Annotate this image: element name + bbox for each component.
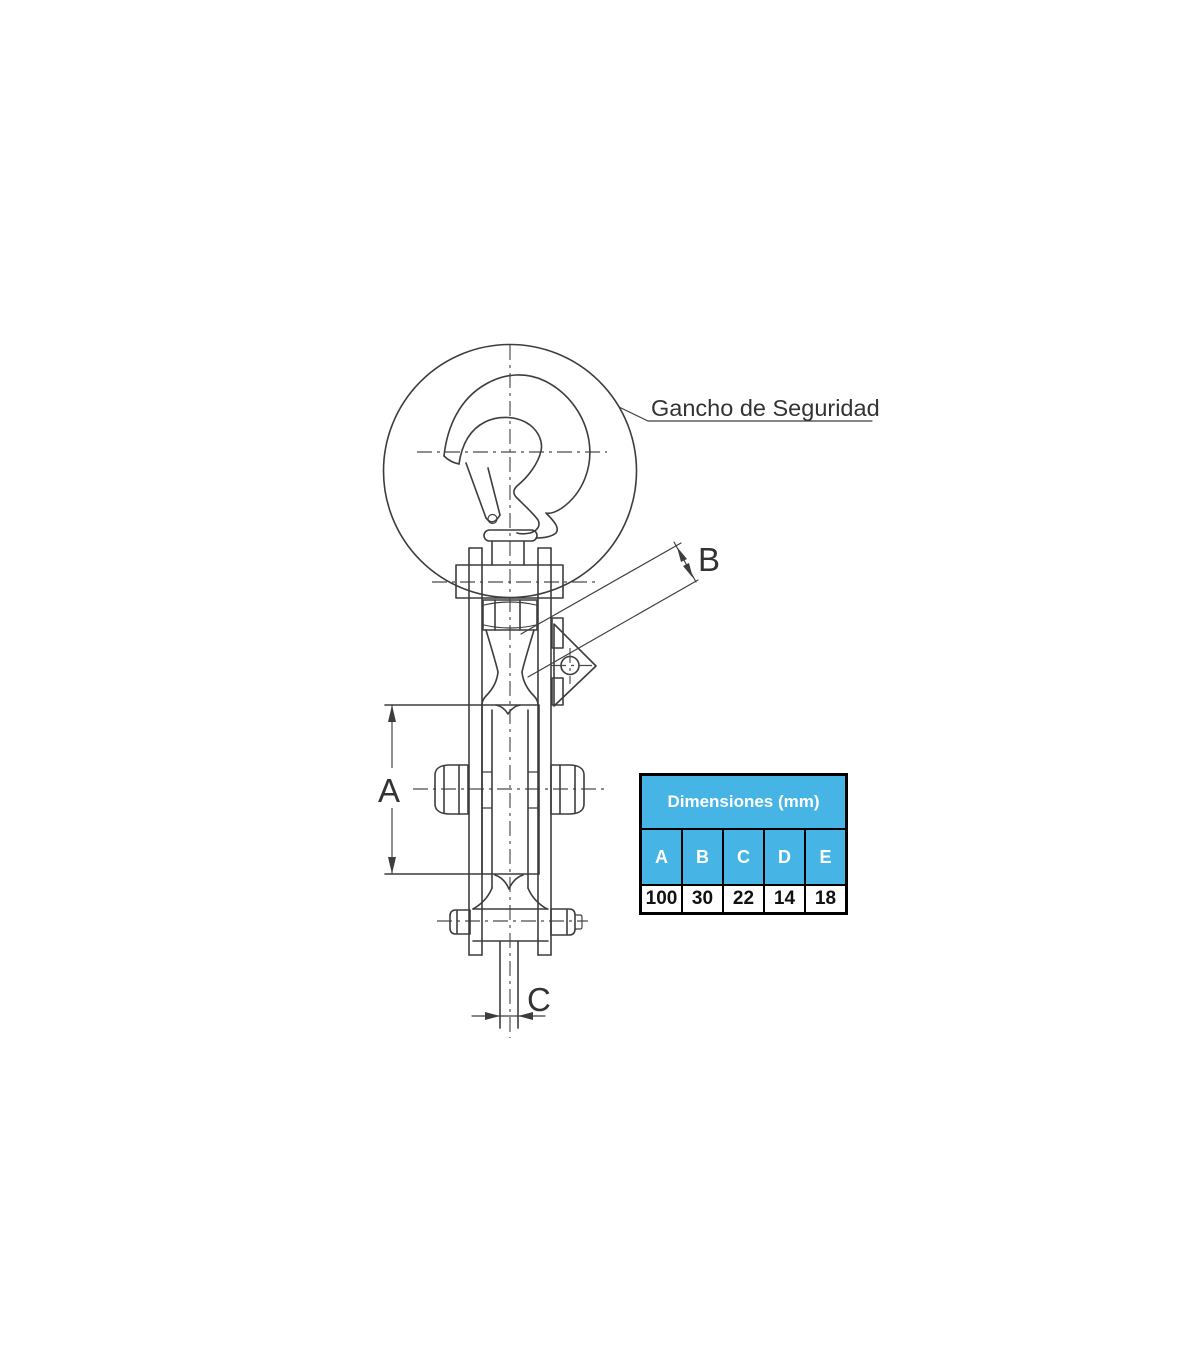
dimension-label-c: C bbox=[527, 981, 551, 1018]
table-col-header-d: D bbox=[765, 830, 806, 884]
part-label-callout bbox=[619, 395, 880, 421]
dimensions-table-values bbox=[642, 884, 845, 912]
table-col-header-c: C bbox=[724, 830, 765, 884]
dimension-label-b: B bbox=[698, 541, 721, 578]
table-col-header-e: E bbox=[806, 830, 845, 884]
dimension-c bbox=[472, 981, 551, 1020]
sheave bbox=[385, 705, 539, 888]
part-label-text: Gancho de Seguridad bbox=[651, 395, 880, 421]
dimensions-table-column-headers bbox=[642, 830, 845, 884]
table-value-b: 30 bbox=[683, 886, 724, 912]
safety-latch bbox=[466, 463, 500, 524]
table-col-header-a: A bbox=[642, 830, 683, 884]
table-col-header-b: B bbox=[683, 830, 724, 884]
dimension-a bbox=[374, 705, 406, 874]
table-value-d: 14 bbox=[765, 886, 806, 912]
dimensions-table bbox=[639, 773, 848, 915]
table-value-c: 22 bbox=[724, 886, 765, 912]
table-value-a: 100 bbox=[642, 886, 683, 912]
dimension-label-a: A bbox=[378, 772, 401, 809]
dimensions-table-title: Dimensiones (mm) bbox=[642, 776, 845, 830]
centerlines bbox=[413, 345, 607, 1038]
table-value-e: 18 bbox=[806, 886, 845, 912]
latch-bracket bbox=[551, 618, 596, 706]
